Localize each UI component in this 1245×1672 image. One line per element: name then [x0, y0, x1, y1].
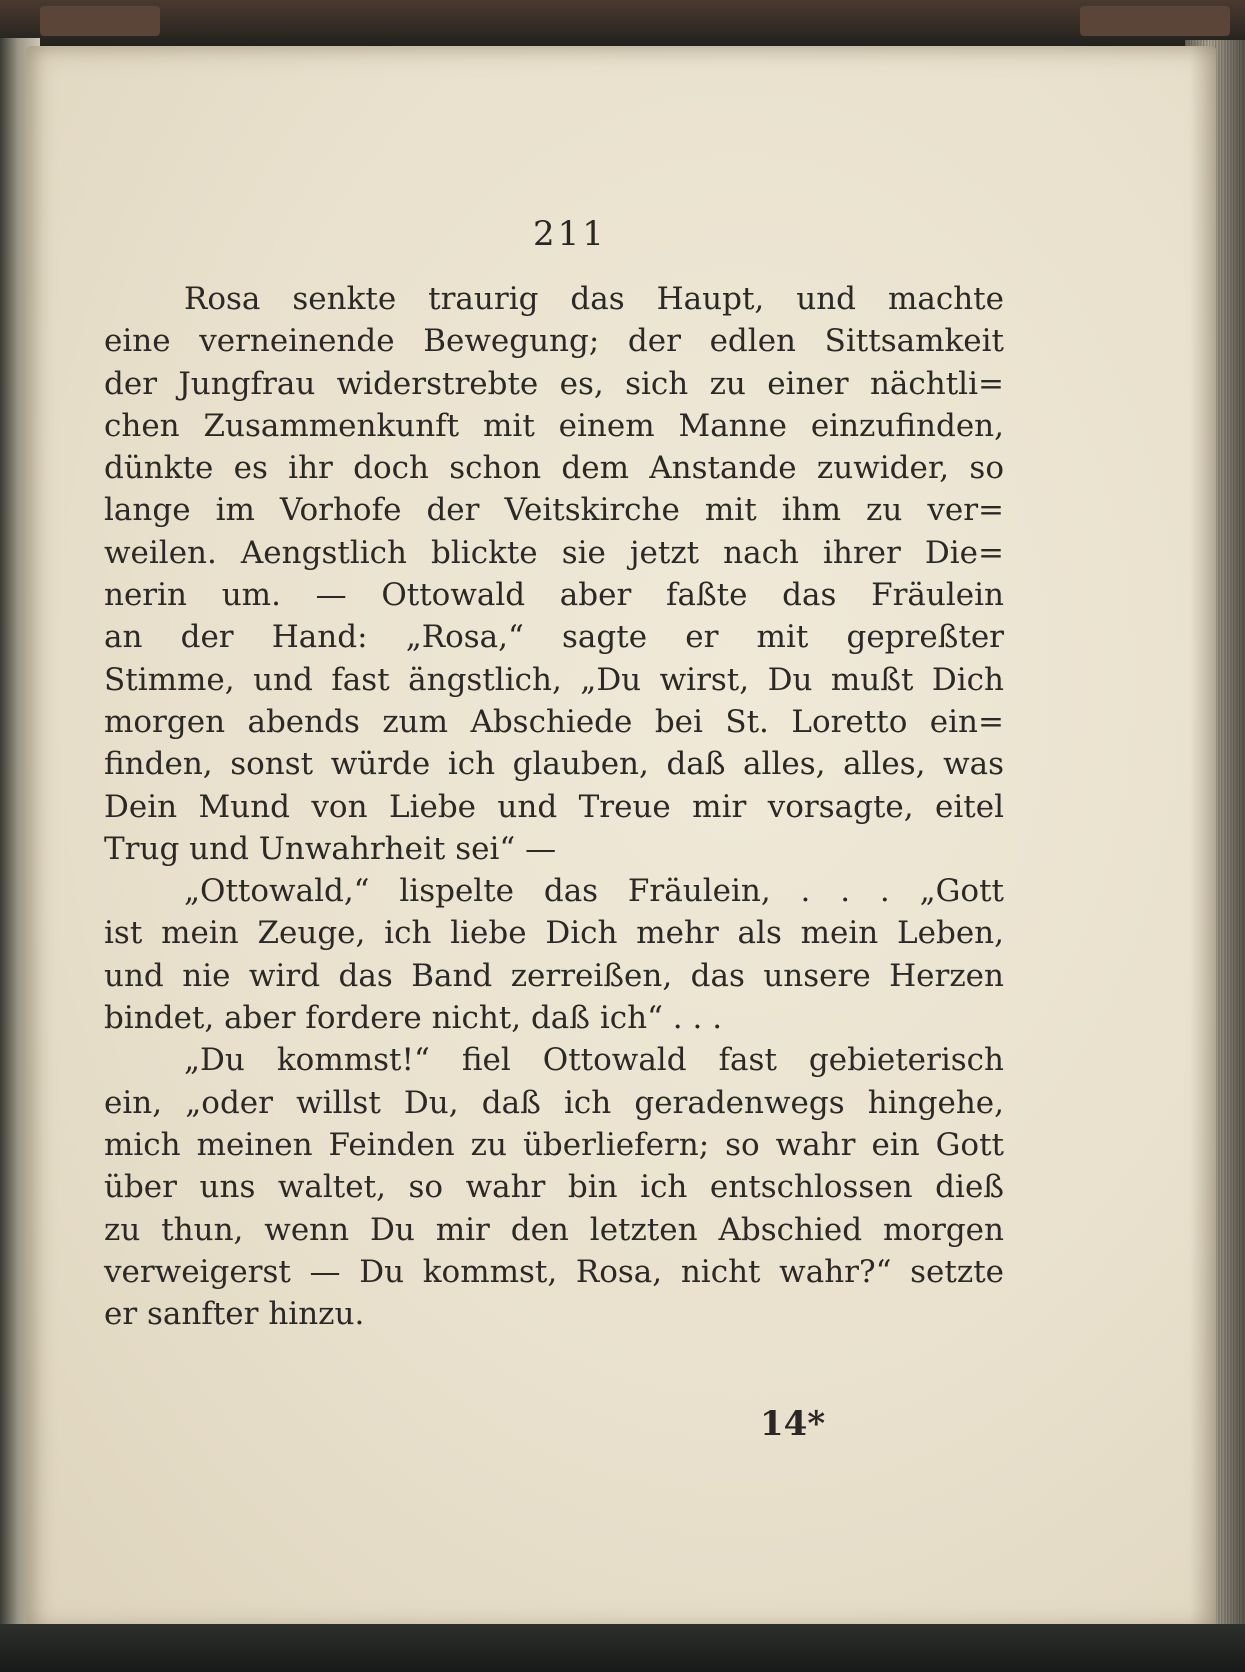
bottom-background — [0, 1624, 1245, 1672]
body-text — [104, 278, 1004, 1335]
text-line: mich meinen Feinden zu überliefern; so wahr ein Gott — [104, 1126, 1004, 1163]
page-fold-shadow — [1190, 46, 1216, 1631]
text-line: morgen abends zum Abschiede bei St. Loretto ein= — [104, 703, 1004, 740]
text-line: finden, sonst würde ich glauben, daß alles, alles, was — [104, 746, 1004, 783]
text-line: an der Hand: „Rosa,“ sagte er mit gepreßter — [104, 619, 1004, 656]
text-line: dünkte es ihr doch schon dem Anstande zuwider, so — [104, 450, 1004, 487]
text-line: „Ottowald,“ lispelte das Fräulein, . . . „Gott — [184, 873, 1004, 910]
text-line: lange im Vorhofe der Veitskirche mit ihm zu ver= — [104, 492, 1004, 529]
text-line: bindet, aber fordere nicht, daß ich“ . . . — [104, 1000, 723, 1037]
text-line: ist mein Zeuge, ich liebe Dich mehr als mein Leben, — [104, 915, 1004, 952]
text-line: verweigerst — Du kommst, Rosa, nicht wahr?“ setzte — [104, 1253, 1004, 1290]
text-line: Dein Mund von Liebe und Treue mir vorsagte, eitel — [104, 788, 1004, 825]
text-line: über uns waltet, so wahr bin ich entschlossen dieß — [104, 1169, 1004, 1206]
text-line: er sanfter hinzu. — [104, 1296, 365, 1333]
text-line: eine verneinende Bewegung; der edlen Sittsamkeit — [104, 323, 1004, 360]
text-line: der Jungfrau widerstrebte es, sich zu einer nächtli= — [104, 365, 1004, 402]
text-line: nerin um. — Ottowald aber faßte das Fräulein — [104, 577, 1004, 614]
text-line: zu thun, wenn Du mir den letzten Abschied morgen — [104, 1211, 1004, 1248]
signature-mark: 14* — [760, 1404, 826, 1444]
text-line: chen Zusammenkunft mit einem Manne einzufinden, — [104, 407, 1004, 444]
text-line: Trug und Unwahrheit sei“ — — [104, 830, 557, 867]
text-line: ein, „oder willst Du, daß ich geradenwegs hingehe, — [104, 1084, 1004, 1121]
page-number: 211 — [533, 214, 607, 254]
text-line: Rosa senkte traurig das Haupt, und machte — [184, 281, 1004, 317]
top-binding — [0, 0, 1245, 50]
text-line: „Du kommst!“ fiel Ottowald fast gebieterisch — [184, 1042, 1004, 1079]
text-line: Stimme, und fast ängstlich, „Du wirst, Du mußt Dich — [104, 661, 1004, 698]
binding-wear — [40, 6, 160, 36]
text-line: weilen. Aengstlich blickte sie jetzt nach ihrer Die= — [104, 534, 1004, 571]
binding-wear — [1080, 6, 1230, 36]
text-line: und nie wird das Band zerreißen, das unsere Herzen — [104, 957, 1004, 994]
